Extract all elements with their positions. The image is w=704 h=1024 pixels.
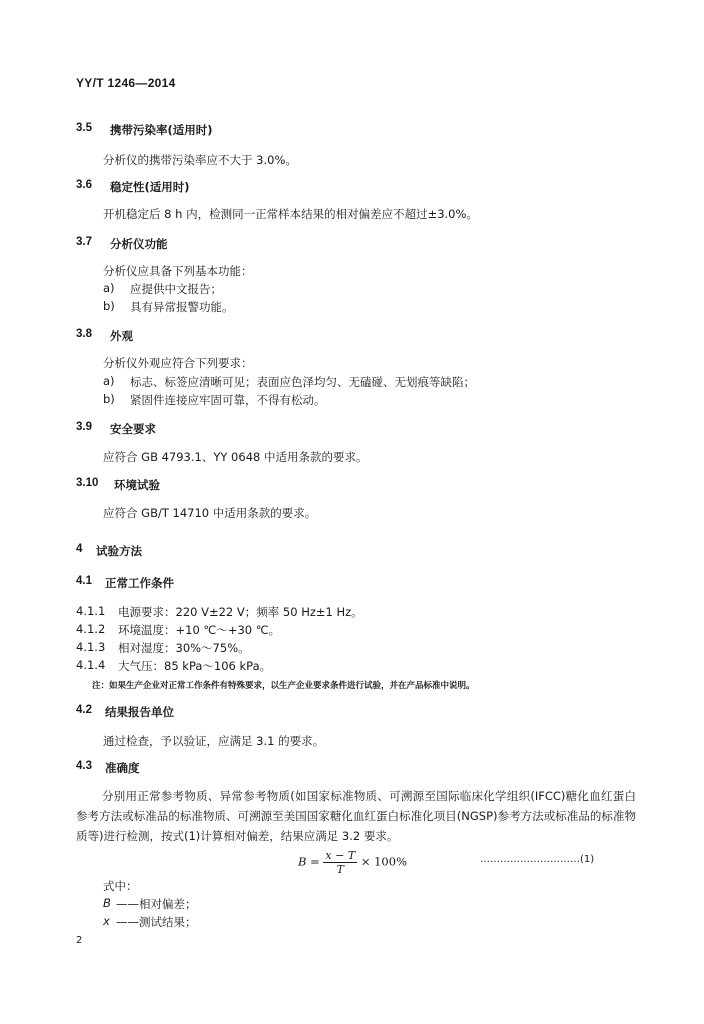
section-title: 环境试验 bbox=[114, 478, 160, 492]
variable-symbol: B bbox=[103, 896, 111, 910]
list-marker: b) bbox=[103, 392, 115, 406]
list-marker: a) bbox=[103, 374, 115, 388]
note-text: 注：如果生产企业对正常工作条件有特殊要求，以生产企业要求条件进行试验，并在产品标准中说明。 bbox=[92, 681, 475, 691]
list-intro: 分析仪应具备下列基本功能： bbox=[103, 264, 253, 278]
clause-text: 环境温度：+10 ℃～+30 ℃。 bbox=[118, 623, 281, 637]
section-number: 3.5 bbox=[76, 122, 92, 134]
section-title: 携带污染率(适用时) bbox=[110, 123, 213, 137]
section-number: 3.7 bbox=[76, 236, 92, 248]
clause-text: 相对湿度：30%～75%。 bbox=[118, 641, 250, 655]
formula-reference: …………………………(1) bbox=[480, 854, 595, 865]
formula-denominator: T bbox=[336, 863, 344, 876]
chapter-number: 4 bbox=[76, 543, 83, 555]
list-item: 具有异常报警功能。 bbox=[130, 300, 234, 314]
list-intro: 分析仪外观应符合下列要求： bbox=[103, 356, 253, 370]
clause-number: 4.1.1 bbox=[76, 604, 106, 618]
section-number: 3.9 bbox=[76, 421, 92, 433]
accuracy-paragraph: 分别用正常参考物质、异常参考物质(如国家标准物质、可溯源至国际临床化学组织(IFCC)糖化血红蛋白参考方法或标准品的标准物质、可溯源至美国国家糖化血红蛋白标准化项目(NGSP)参考方法或标准品的标准物质等)进行检测，按式(1)计算相对偏差，结果应满足 3.2 要求。 bbox=[76, 789, 636, 843]
formula bbox=[298, 849, 407, 876]
section-title: 外观 bbox=[110, 329, 133, 343]
section-number: 4.1 bbox=[76, 575, 92, 587]
section-number: 3.10 bbox=[76, 477, 99, 489]
section-text: 应符合 GB 4793.1、YY 0648 中适用条款的要求。 bbox=[103, 450, 368, 464]
chapter-title: 试验方法 bbox=[96, 544, 142, 558]
section-text: 通过检查，予以验证，应满足 3.1 的要求。 bbox=[103, 734, 325, 748]
section-number: 4.2 bbox=[76, 704, 92, 716]
section-title: 稳定性(适用时) bbox=[110, 180, 190, 194]
list-item: 应提供中文报告； bbox=[130, 282, 222, 296]
list-item: 紧固件连接应牢固可靠，不得有松动。 bbox=[130, 393, 326, 407]
section-title: 安全要求 bbox=[110, 422, 156, 436]
variable-definition: ——相对偏差； bbox=[116, 897, 197, 911]
formula-lhs: B = bbox=[298, 854, 320, 869]
section-title: 分析仪功能 bbox=[110, 237, 168, 251]
section-text: 应符合 GB/T 14710 中适用条款的要求。 bbox=[103, 506, 317, 520]
section-title: 结果报告单位 bbox=[105, 705, 174, 719]
variable-definition: ——测试结果； bbox=[116, 915, 197, 929]
section-text: 开机稳定后 8 h 内，检测同一正常样本结果的相对偏差应不超过±3.0%。 bbox=[103, 207, 478, 221]
list-marker: a) bbox=[103, 281, 115, 295]
where-label: 式中： bbox=[103, 879, 138, 893]
formula-rhs: × 100% bbox=[360, 854, 407, 869]
section-title: 准确度 bbox=[105, 761, 140, 775]
clause-number: 4.1.4 bbox=[76, 658, 106, 672]
section-number: 4.3 bbox=[76, 760, 92, 772]
section-number: 3.6 bbox=[76, 179, 92, 191]
section-title: 正常工作条件 bbox=[105, 576, 174, 590]
list-marker: b) bbox=[103, 299, 115, 313]
clause-text: 电源要求：220 V±22 V；频率 50 Hz±1 Hz。 bbox=[118, 605, 363, 619]
clause-text: 大气压：85 kPa～106 kPa。 bbox=[118, 659, 272, 673]
formula-numerator: x − T bbox=[325, 849, 356, 862]
document-id-header: YY/T 1246—2014 bbox=[76, 76, 176, 90]
section-number: 3.8 bbox=[76, 328, 92, 340]
section-text: 分析仪的携带污染率应不大于 3.0%。 bbox=[103, 153, 297, 167]
list-item: 标志、标签应清晰可见；表面应色泽均匀、无磕碰、无划痕等缺陷； bbox=[130, 375, 475, 389]
clause-number: 4.1.3 bbox=[76, 640, 106, 654]
page-number: 2 bbox=[76, 935, 83, 946]
clause-number: 4.1.2 bbox=[76, 622, 106, 636]
variable-symbol: x bbox=[103, 914, 110, 928]
formula-fraction bbox=[323, 849, 357, 876]
